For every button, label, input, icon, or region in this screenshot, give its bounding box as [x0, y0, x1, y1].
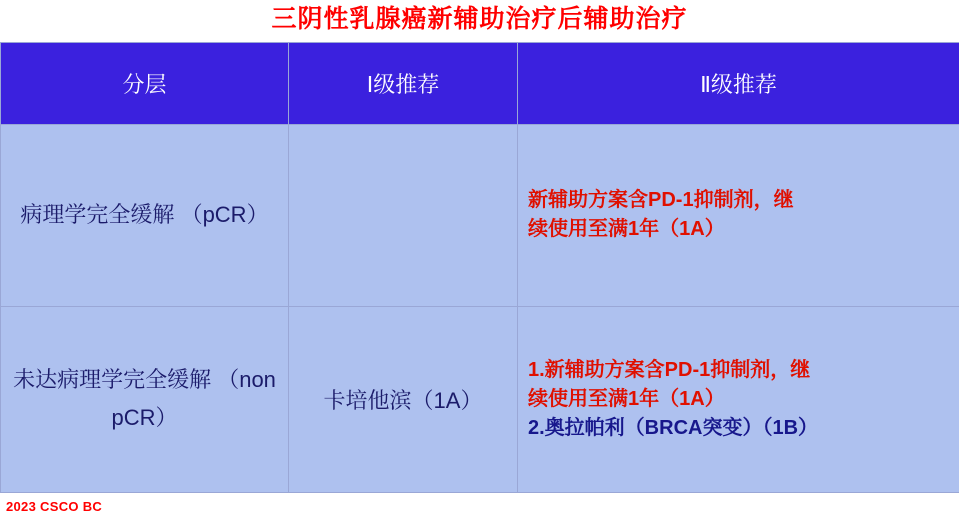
level2-line-1: 1.新辅助方案含PD-1抑制剂，继	[528, 358, 811, 381]
page-title: 三阴性乳腺癌新辅助治疗后辅助治疗	[271, 5, 688, 33]
table-row	[1, 124, 959, 306]
level2-line-2: 续使用至满1年（1A）	[528, 218, 725, 240]
level2-line-1: 新辅助方案含PD-1抑制剂，继	[528, 189, 794, 211]
stratification-line-2: （pCR）	[180, 201, 269, 227]
level2-line-3: 2.奥拉帕利（BRCA突变）（1B）	[528, 416, 819, 439]
source-footnote: 2023 CSCO BC	[6, 499, 103, 514]
level2-line-2: 续使用至满1年（1A）	[528, 387, 725, 410]
column-header-stratification: 分层	[1, 42, 289, 124]
table-row	[1, 306, 959, 492]
table-header-row	[1, 42, 959, 124]
cell-level1-nonpcr: 卡培他滨（1A）	[289, 306, 518, 492]
stratification-line-2: （non pCR）	[111, 366, 276, 430]
recommendation-table	[0, 42, 959, 493]
stratification-line-1: 未达病理学完全缓解	[13, 366, 212, 392]
cell-level2-pcr	[518, 124, 959, 306]
stratification-line-1: 病理学完全缓解	[20, 201, 175, 227]
table-body	[1, 124, 959, 492]
table-header	[1, 42, 959, 124]
cell-level1-pcr	[289, 124, 518, 306]
column-header-level1: Ⅰ级推荐	[289, 42, 518, 124]
cell-stratification-nonpcr	[1, 306, 289, 492]
cell-stratification-pcr	[1, 124, 289, 306]
cell-level2-nonpcr	[518, 306, 959, 492]
column-header-level2: Ⅱ级推荐	[518, 42, 959, 124]
